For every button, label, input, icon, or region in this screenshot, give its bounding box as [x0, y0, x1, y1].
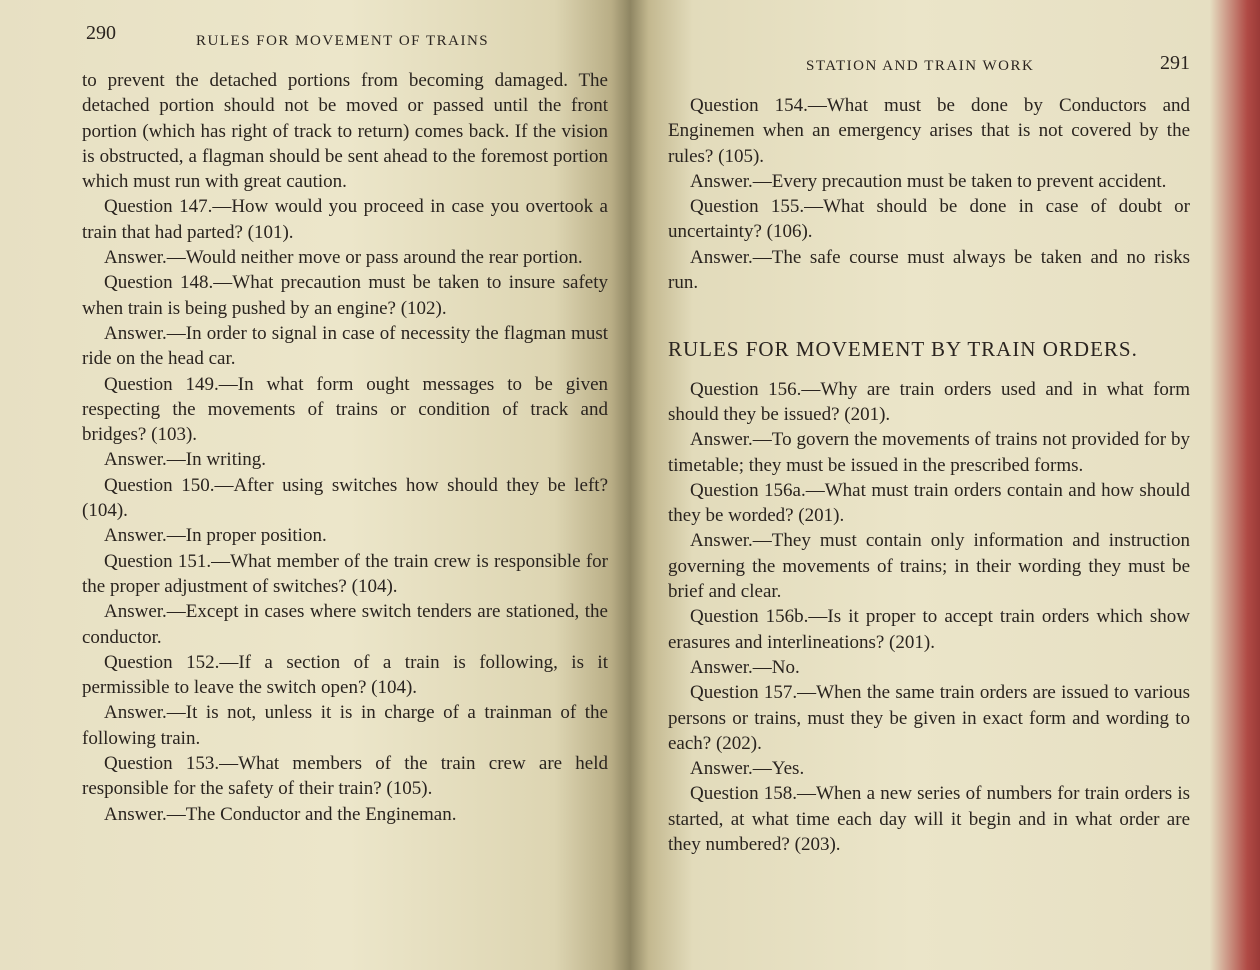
answer-156: Answer.—To govern the movements of trains not provided for by timetable; they must be issued in the prescribed forms.	[668, 429, 1190, 476]
question-158: Question 158.—When a new series of numbers for train orders is started, at what time each day will it begin and in what order are they numbered? (203).	[668, 783, 1190, 856]
question-155: Question 155.—What should be done in case of doubt or uncertainty? (106).	[668, 196, 1190, 243]
answer-150: Answer.—In proper position.	[104, 525, 327, 547]
answer-151: Answer.—Except in cases where switch tenders are stationed, the conductor.	[82, 601, 608, 648]
question-150: Question 150.—After using switches how should they be left? (104).	[82, 474, 608, 522]
section-title: RULES FOR MOVEMENT BY TRAIN ORDERS.	[668, 337, 1138, 362]
right-page	[630, 0, 1260, 970]
right-running-head: STATION AND TRAIN WORK	[806, 58, 1035, 74]
answer-156b: Answer.—No.	[690, 656, 800, 678]
question-154: Question 154.—What must be done by Conductors and Enginemen when an emergency arises that is not covered by the rules? (105).	[668, 95, 1190, 167]
answer-148: Answer.—In order to signal in case of necessity the flagman must ride on the head car.	[82, 322, 608, 370]
question-151: Question 151.—What member of the train crew is responsible for the proper adjustment of switches? (104).	[82, 550, 608, 597]
question-148: Question 148.—What precaution must be taken to insure safety when train is being pushed by an engine? (102).	[82, 272, 608, 319]
answer-149: Answer.—In writing.	[104, 449, 267, 471]
answer-156a: Answer.—They must contain only information and instruction governing the movements of trains; in their wording they must be brief and clear.	[668, 530, 1190, 603]
answer-147: Answer.—Would neither move or pass around the rear portion.	[104, 247, 583, 269]
answer-152: Answer.—It is not, unless it is in charge of a trainman of the following train.	[82, 702, 608, 749]
answer-157: Answer.—Yes.	[690, 758, 805, 780]
continuation-paragraph: to prevent the detached portions from becoming damaged. The detached portion should not be moved or passed until the front portion (which has right of track to return) comes back. If the vision is obstructed, a flagman should be sent ahead to the foremost portion which must run with great caution.	[82, 70, 608, 193]
answer-153: Answer.—The Conductor and the Engineman.	[104, 803, 457, 825]
right-page-text	[668, 93, 1190, 857]
question-152: Question 152.—If a section of a train is following, is it permissible to leave the switch open? (104).	[82, 651, 608, 699]
answer-155: Answer.—The safe course must always be taken and no risks run.	[668, 246, 1190, 294]
left-page-text	[82, 68, 608, 827]
question-157: Question 157.—When the same train orders are issued to various persons or trains, must they be given in exact form and wording to each? (202).	[668, 682, 1190, 754]
question-156a: Question 156a.—What must train orders contain and how should they be worded? (201).	[668, 479, 1190, 527]
question-147: Question 147.—How would you proceed in case you overtook a train that had parted? (101).	[82, 196, 608, 243]
question-153: Question 153.—What members of the train crew are held responsible for the safety of their train? (105).	[82, 753, 608, 800]
question-149: Question 149.—In what form ought messages to be given respecting the movements of trains or condition of track and bridges? (103).	[82, 373, 608, 446]
question-156b: Question 156b.—Is it proper to accept train orders which show erasures and interlineations? (201).	[668, 606, 1190, 653]
question-156: Question 156.—Why are train orders used and in what form should they be issued? (201).	[668, 378, 1190, 425]
left-running-head: RULES FOR MOVEMENT OF TRAINS	[196, 33, 490, 49]
left-page-number: 290	[86, 22, 116, 44]
answer-154: Answer.—Every precaution must be taken to prevent accident.	[690, 170, 1167, 192]
right-page-number: 291	[1160, 52, 1190, 74]
